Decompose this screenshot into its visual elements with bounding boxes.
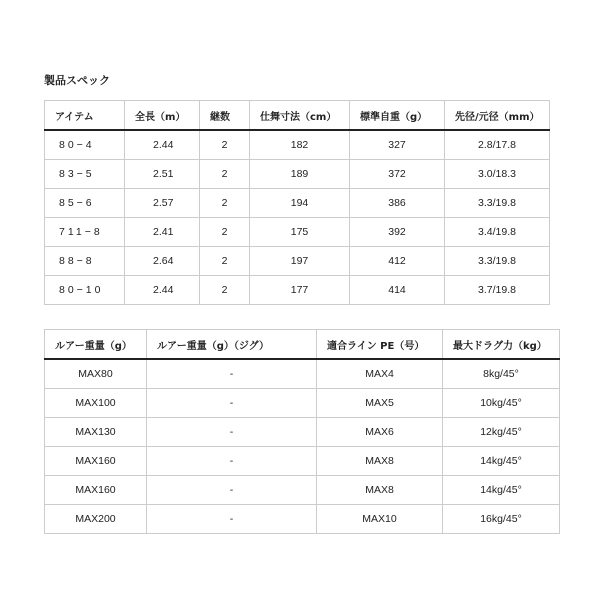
cell-diameter: 3.7/19.8 [445,276,550,305]
cell-length: 2.51 [125,160,200,189]
cell-line-pe: MAX10 [317,505,443,534]
table-row [45,418,560,447]
cell-diameter: 3.0/18.3 [445,160,550,189]
cell-weight: 327 [350,130,445,160]
cell-weight: 386 [350,189,445,218]
cell-line-pe: MAX5 [317,389,443,418]
table-row [45,276,550,305]
cell-closed-length: 194 [250,189,350,218]
lure-spec-table [44,329,560,534]
cell-diameter: 3.3/19.8 [445,189,550,218]
cell-lure-weight-jig: - [147,389,317,418]
cell-length: 2.41 [125,218,200,247]
cell-sections: 2 [200,160,250,189]
header-item: アイテム [45,101,125,131]
table-row [45,130,550,160]
cell-length: 2.44 [125,130,200,160]
header-closed-length: 仕舞寸法（cm） [250,101,350,131]
cell-sections: 2 [200,247,250,276]
table-row [45,389,560,418]
cell-max-drag: 12kg/45° [443,418,560,447]
header-weight: 標準自重（g） [350,101,445,131]
header-lure-weight-jig: ルアー重量（g）（ジグ） [147,330,317,360]
cell-length: 2.57 [125,189,200,218]
cell-sections: 2 [200,276,250,305]
cell-line-pe: MAX8 [317,476,443,505]
cell-lure-weight: MAX200 [45,505,147,534]
cell-line-pe: MAX4 [317,359,443,389]
header-length: 全長（m） [125,101,200,131]
table-row [45,247,550,276]
cell-weight: 392 [350,218,445,247]
section-heading: 製品スペック [44,74,110,87]
cell-lure-weight-jig: - [147,359,317,389]
cell-weight: 412 [350,247,445,276]
table-row [45,476,560,505]
cell-item: 85−6 [45,189,125,218]
table-row [45,447,560,476]
cell-sections: 2 [200,189,250,218]
header-sections: 継数 [200,101,250,131]
cell-item: 88−8 [45,247,125,276]
lure-table-header-row [45,330,560,360]
spec-table [44,100,550,305]
cell-max-drag: 14kg/45° [443,476,560,505]
cell-lure-weight-jig: - [147,447,317,476]
cell-diameter: 3.3/19.8 [445,247,550,276]
cell-length: 2.44 [125,276,200,305]
spec-table-header-row [45,101,550,131]
cell-max-drag: 8kg/45° [443,359,560,389]
cell-max-drag: 16kg/45° [443,505,560,534]
table-row [45,359,560,389]
cell-lure-weight: MAX130 [45,418,147,447]
cell-closed-length: 189 [250,160,350,189]
cell-diameter: 3.4/19.8 [445,218,550,247]
cell-line-pe: MAX6 [317,418,443,447]
cell-diameter: 2.8/17.8 [445,130,550,160]
cell-item: 83−5 [45,160,125,189]
cell-lure-weight: MAX160 [45,476,147,505]
cell-line-pe: MAX8 [317,447,443,476]
header-diameter: 先径/元径（mm） [445,101,550,131]
cell-max-drag: 10kg/45° [443,389,560,418]
cell-max-drag: 14kg/45° [443,447,560,476]
cell-closed-length: 177 [250,276,350,305]
cell-length: 2.64 [125,247,200,276]
cell-item: 80−4 [45,130,125,160]
cell-lure-weight: MAX80 [45,359,147,389]
header-line-pe: 適合ライン PE（号） [317,330,443,360]
cell-weight: 372 [350,160,445,189]
cell-lure-weight-jig: - [147,476,317,505]
cell-sections: 2 [200,218,250,247]
cell-lure-weight-jig: - [147,505,317,534]
cell-item: 80−10 [45,276,125,305]
cell-lure-weight: MAX160 [45,447,147,476]
header-max-drag: 最大ドラグ力（kg） [443,330,560,360]
cell-closed-length: 197 [250,247,350,276]
cell-sections: 2 [200,130,250,160]
cell-weight: 414 [350,276,445,305]
cell-item: 711−8 [45,218,125,247]
header-lure-weight: ルアー重量（g） [45,330,147,360]
cell-closed-length: 175 [250,218,350,247]
table-row [45,505,560,534]
cell-lure-weight-jig: - [147,418,317,447]
cell-lure-weight: MAX100 [45,389,147,418]
table-row [45,218,550,247]
table-row [45,189,550,218]
table-row [45,160,550,189]
cell-closed-length: 182 [250,130,350,160]
